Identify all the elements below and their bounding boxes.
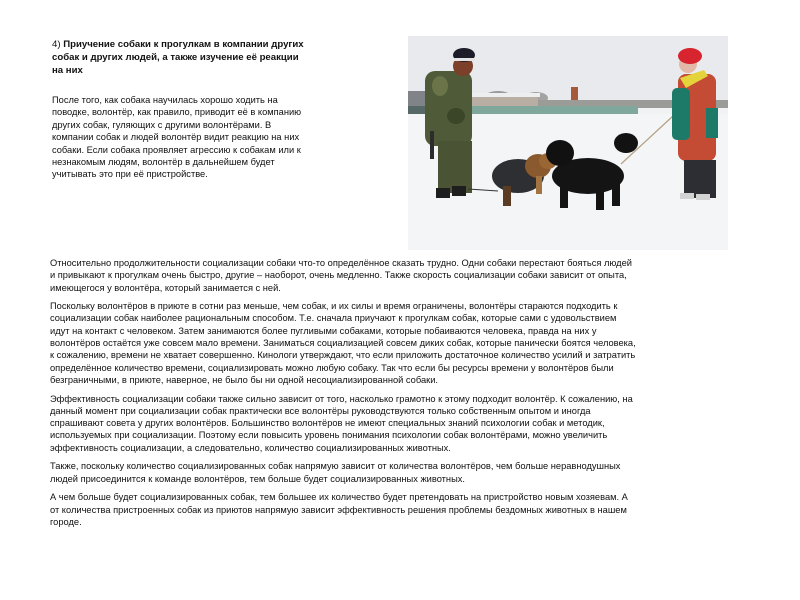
section-heading [52,38,362,77]
intro-line: учитывать это при её пристройстве. [52,169,208,180]
text-line: эффективность социализации, а следовательно, количество социализированных животных. [50,442,451,453]
text-line: Поскольку волонтёров в приюте в сотни раз меньше, чем собак, и их силы и время ограничены, волонтёры стараются подходить к [50,301,618,312]
intro-line: поводке, волонтёр, как правило, приводит её в компанию [52,107,302,118]
title-line-2: собак и других людей, а также изучение её реакции [52,52,299,63]
text-line: А чем больше будет социализированных собак, тем большее их количество будет претендовать на пристройство новым хозяевам. А [50,492,628,503]
text-line: городе. [50,516,82,527]
intro-line: других собак, гуляющих с другими волонтёрами. В [52,119,272,130]
intro-paragraph [52,94,357,181]
section-number: 4) [52,39,61,50]
text-line: Также, поскольку количество социализированных собак напрямую зависит от количества волонтёров, чем больше неравнодушных [50,461,621,472]
title-line-3: на них [52,65,83,76]
building-roof [470,93,540,97]
intro-line: компании собак и людей волонтёр видит реакцию на них [52,132,300,143]
paragraph-efficiency [50,393,750,454]
text-line: данный момент при социализации собак практически все волонтёры руководствуются только собственным опытом и иногда [50,405,591,416]
photo-two-people-two-dogs-icon [408,36,728,250]
text-line: Эффективность социализации собаки также сильно зависит от того, насколько грамотно к этому подходит волонтёр. К сожалению, на [50,393,633,404]
text-line: определённое количество времени, социализировать можно любую собаку. Так что если бы ресурсы времени у волонтёров были [50,362,614,373]
text-line: социализации собак наиболее рациональным способом. Т.е. сначала приучают к прогулкам собак, которые сами с удовольствием [50,313,617,324]
text-line: имеющегося у волонтёра, который занимается с ней. [50,282,281,293]
text-line: используемых при социализации. Поэтому если повысить уровень понимания психологии собак волонтёрами, можно увеличить [50,430,608,441]
paragraph-volunteers [50,460,750,485]
dog-socialization-photo [408,36,728,250]
paragraph-resources [50,300,750,386]
text-line: и привыкают к прогулкам очень быстро, другие – наоборот, очень медленно. Также скорость социализации собаки зависит от опыта, [50,270,627,281]
text-line: от количества пристроенных собак из приютов напрямую зависит эффективность решения проблемы бездомных животных в нашем [50,504,627,515]
paragraph-adoption [50,491,750,528]
text-line: безграничными, в приюте, наверное, не было бы ни одной несоциализированной собаки. [50,374,438,385]
text-line: к сожалению, времени не хватает совершенно. Кинологи утверждают, что если приложить достаточное количество усилий и затратить [50,350,636,361]
section-title [52,39,304,76]
intro-line: незнакомым людям, волонтёр в дальнейшем будет [52,157,275,168]
title-line-1: Приучение собаки к прогулкам в компании других [63,39,304,50]
paragraph-duration [50,257,750,294]
text-line: людей присоединится к команде волонтёров, тем больше будет социализированных животных. [50,473,465,484]
text-line: волонтёров остаётся уже совсем мало времени. Заниматься социализацией совсем диких собак, которые панически боятся человека, [50,338,636,349]
text-line: идут на контакт с человеком. Затем занимаются более пугливыми собаками, которые побаиваются человека, правда на них у [50,325,597,336]
intro-line: После того, как собака научилась хорошо ходить на [52,95,278,105]
article-body [50,257,750,534]
intro-line: собаки. Если собака проявляет агрессию к собакам или к [52,144,301,155]
text-line: спрашивают совета у других волонтёров. Большинство волонтёров не имеют специальных знаний психологии собак и методик, [50,418,605,429]
text-line: Относительно продолжительности социализации собаки что-то определённое сказать трудно. Одни собаки перестают бояться людей [50,258,632,268]
